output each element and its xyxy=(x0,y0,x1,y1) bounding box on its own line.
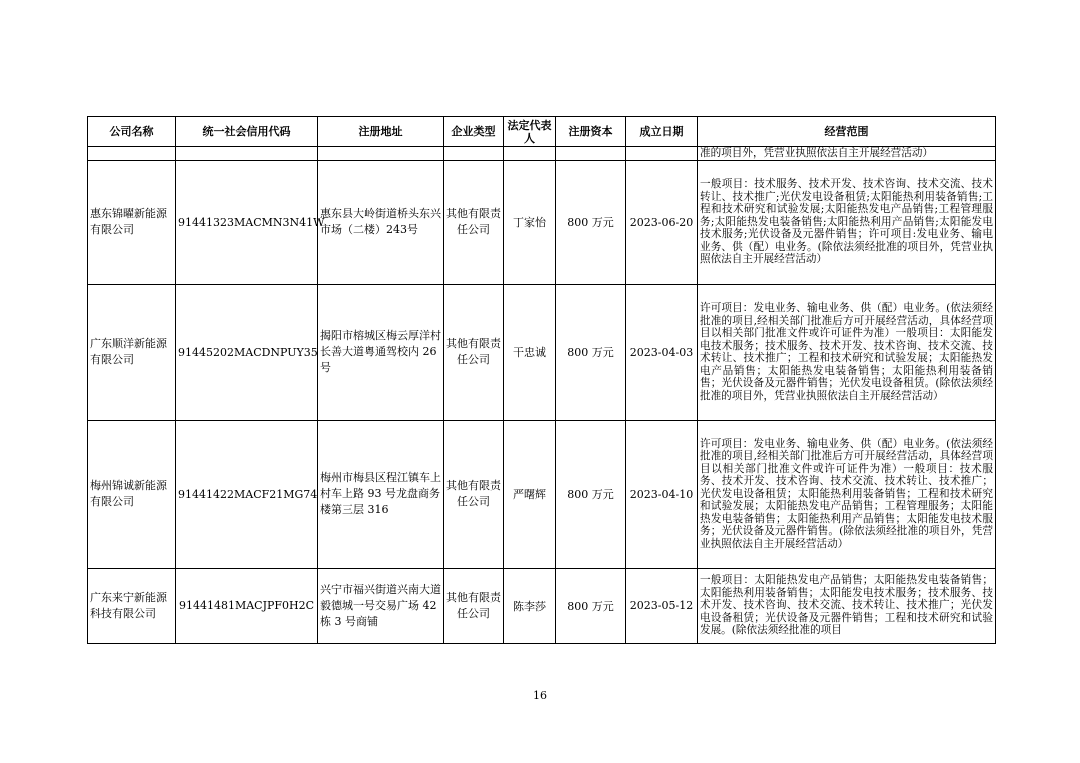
header-company-type: 企业类型 xyxy=(444,117,504,147)
business-scope: 许可项目：发电业务、输电业务、供（配）电业务。(依法须经批准的项目,经相关部门批准后方可开展经营活动，具体经营项目以相关部门批准文件或许可证件为准）一般项目：技术服务、技术开发、技术咨询、技术交流、技术转让、技术推广；光伏发电设备租赁；太阳能热利用装备销售；工程和技术研究和试验发展；太阳能热发电产品销售；工程管理服务；太阳能热发电装备销售；太阳能热利用产品销售；太阳能发电技术服务；光伏设备及元器件销售。(除依法须经批准的项目外，凭营业执照依法自主开展经营活动） xyxy=(698,420,996,568)
legal-representative: 丁家怡 xyxy=(504,160,556,284)
table-row-continuation xyxy=(88,147,996,161)
legal-representative: 干忠诚 xyxy=(504,284,556,420)
registered-address: 惠东县大岭街道桥头东兴市场（二楼）243号 xyxy=(318,160,444,284)
legal-representative: 严曙辉 xyxy=(504,420,556,568)
header-address: 注册地址 xyxy=(318,117,444,147)
business-scope: 许可项目：发电业务、输电业务、供（配）电业务。(依法须经批准的项目,经相关部门批准后方可开展经营活动，具体经营项目以相关部门批准文件或许可证件为准）一般项目：太阳能发电技术服务；技术服务、技术开发、技术咨询、技术交流、技术转让、技术推广；工程和技术研究和试验发展；太阳能热发电产品销售；太阳能热发电装备销售；太阳能热利用装备销售；光伏设备及元器件销售；光伏发电设备租赁。(除依法须经批准的项目外，凭营业执照依法自主开展经营活动） xyxy=(698,284,996,420)
registered-address: 揭阳市榕城区梅云厚洋村长善大道粤通驾校内 26 号 xyxy=(318,284,444,420)
registered-address: 梅州市梅县区程江镇车上村车上路 93 号龙盘商务楼第三层 316 xyxy=(318,420,444,568)
business-scope: 一般项目：太阳能热发电产品销售；太阳能热发电装备销售；太阳能热利用装备销售；太阳能发电技术服务；技术服务、技术开发、技术咨询、技术交流、技术转让、技术推广；光伏发电设备租赁；光伏设备及元器件销售；工程和技术研究和试验发展。(除依法须经批准的项目 xyxy=(698,568,996,643)
company-name: 梅州锦诚新能源有限公司 xyxy=(88,420,176,568)
header-capital: 注册资本 xyxy=(556,117,626,147)
legal-representative: 陈李莎 xyxy=(504,568,556,643)
header-date: 成立日期 xyxy=(626,117,698,147)
business-scope: 一般项目：技术服务、技术开发、技术咨询、技术交流、技术转让、技术推广;光伏发电设备租赁;太阳能热利用装备销售;工程和技术研究和试验发展;太阳能热发电产品销售;工程管理服务;太阳能热发电装备销售;太阳能热利用产品销售;太阳能发电技术服务;光伏设备及元器件销售；许可项目:发电业务、输电业务、供（配）电业务。(除依法须经批准的项目外，凭营业执照依法自主开展经营活动） xyxy=(698,160,996,284)
scope-continuation: 准的项目外，凭营业执照依法自主开展经营活动） xyxy=(698,147,996,161)
company-type: 其他有限责任公司 xyxy=(444,420,504,568)
header-scope: 经营范围 xyxy=(698,117,996,147)
table-row xyxy=(88,568,996,643)
company-name: 广东来宁新能源科技有限公司 xyxy=(88,568,176,643)
table-header-row xyxy=(88,117,996,147)
company-type: 其他有限责任公司 xyxy=(444,568,504,643)
header-legal-rep: 法定代表人 xyxy=(504,117,556,147)
company-type: 其他有限责任公司 xyxy=(444,160,504,284)
header-company-name: 公司名称 xyxy=(88,117,176,147)
registered-capital: 800 万元 xyxy=(556,284,626,420)
page-number: 16 xyxy=(533,689,547,702)
registered-capital: 800 万元 xyxy=(556,160,626,284)
registered-capital: 800 万元 xyxy=(556,568,626,643)
registered-capital: 800 万元 xyxy=(556,420,626,568)
company-type: 其他有限责任公司 xyxy=(444,284,504,420)
establishment-date: 2023-04-10 xyxy=(626,420,698,568)
establishment-date: 2023-05-12 xyxy=(626,568,698,643)
header-credit-code: 统一社会信用代码 xyxy=(176,117,318,147)
credit-code: 91441481MACJPF0H2C xyxy=(176,568,318,643)
establishment-date: 2023-04-03 xyxy=(626,284,698,420)
table-row xyxy=(88,284,996,420)
company-name: 惠东锦曜新能源有限公司 xyxy=(88,160,176,284)
table-row xyxy=(88,160,996,284)
company-name: 广东顺洋新能源有限公司 xyxy=(88,284,176,420)
credit-code: 91445202MACDNPUY35 xyxy=(176,284,318,420)
establishment-date: 2023-06-20 xyxy=(626,160,698,284)
table-row xyxy=(88,420,996,568)
company-table xyxy=(87,116,996,644)
credit-code: 91441323MACMN3N41W xyxy=(176,160,318,284)
registered-address: 兴宁市福兴街道兴南大道毅德城一号交易广场 42 栋 3 号商铺 xyxy=(318,568,444,643)
credit-code: 91441422MACF21MG74 xyxy=(176,420,318,568)
